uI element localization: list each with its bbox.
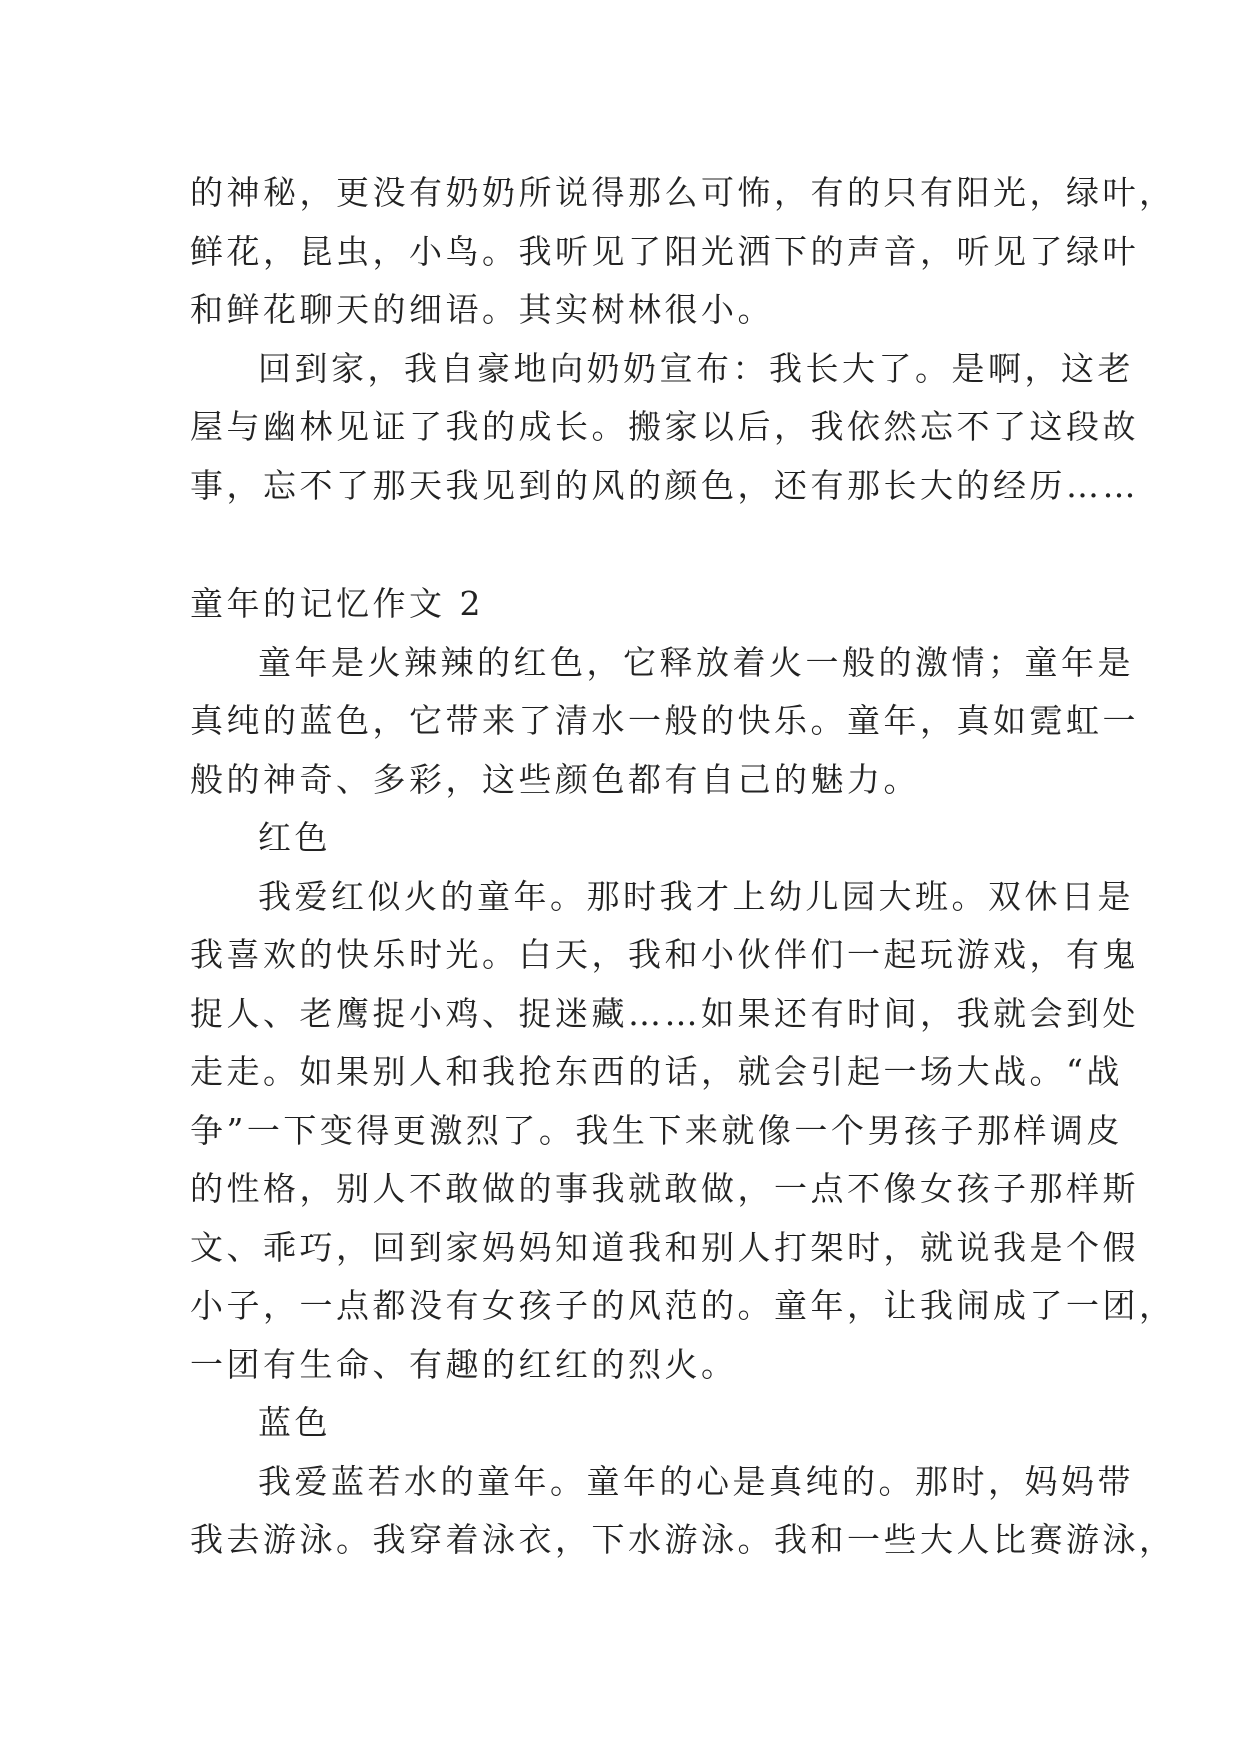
text-line: 一团有生命、有趣的红红的烈火。 <box>190 1344 738 1384</box>
text-line: 童年是火辣辣的红色，它释放着火一般的激情；童年是 <box>258 642 1134 682</box>
section-gap <box>190 515 1050 575</box>
paragraph-continued <box>190 164 1176 340</box>
subheading-red: 红色 <box>258 818 331 857</box>
text-line: 回到家，我自豪地向奶奶宣布：我长大了。是啊，这老 <box>258 348 1134 388</box>
text-line: 的性格，别人不敢做的事我就敢做，一点不像女孩子那样斯 <box>190 1169 1139 1208</box>
text-line: 和鲜花聊天的细语。其实树林很小。 <box>190 290 774 329</box>
essay-title: 童年的记忆作文 2 <box>190 584 484 623</box>
text-line: 我爱蓝若水的童年。童年的心是真纯的。那时，妈妈带 <box>258 1461 1134 1501</box>
text-line: 文、乖巧，回到家妈妈知道我和别人打架时，就说我是个假 <box>190 1227 1139 1267</box>
text-line: 屋与幽林见证了我的成长。搬家以后，我依然忘不了这段故 <box>190 407 1139 446</box>
text-line: 小子，一点都没有女孩子的风范的。童年，让我闹成了一团， <box>190 1286 1176 1325</box>
text-line: 我喜欢的快乐时光。白天，我和小伙伴们一起玩游戏，有鬼 <box>190 935 1139 974</box>
text-line: 真纯的蓝色，它带来了清水一般的快乐。童年，真如霓虹一 <box>190 701 1139 740</box>
text-line: 我去游泳。我穿着泳衣，下水游泳。我和一些大人比赛游泳， <box>190 1520 1176 1559</box>
paragraph-blue <box>190 1453 1176 1570</box>
text-line: 捉人、老鹰捉小鸡、捉迷藏……如果还有时间，我就会到处 <box>190 993 1139 1033</box>
document-text <box>190 164 1176 1570</box>
text-line: 般的神奇、多彩，这些颜色都有自己的魅力。 <box>190 759 920 799</box>
text-line: 鲜花，昆虫，小鸟。我听见了阳光洒下的声音，听见了绿叶 <box>190 231 1139 271</box>
paragraph-intro <box>190 634 1139 810</box>
text-line: 的神秘，更没有奶奶所说得那么可怖，有的只有阳光，绿叶， <box>190 173 1176 212</box>
text-line: 我爱红似火的童年。那时我才上幼儿园大班。双休日是 <box>258 876 1134 916</box>
paragraph-red <box>190 868 1176 1395</box>
paragraph-return-home <box>190 340 1139 516</box>
text-line: 走走。如果别人和我抢东西的话，就会引起一场大战。“战 <box>190 1052 1123 1091</box>
text-line: 事，忘不了那天我见到的风的颜色，还有那长大的经历…… <box>190 465 1139 505</box>
subheading-blue: 蓝色 <box>258 1403 331 1442</box>
text-line: 争”一下变得更激烈了。我生下来就像一个男孩子那样调皮 <box>190 1110 1123 1150</box>
